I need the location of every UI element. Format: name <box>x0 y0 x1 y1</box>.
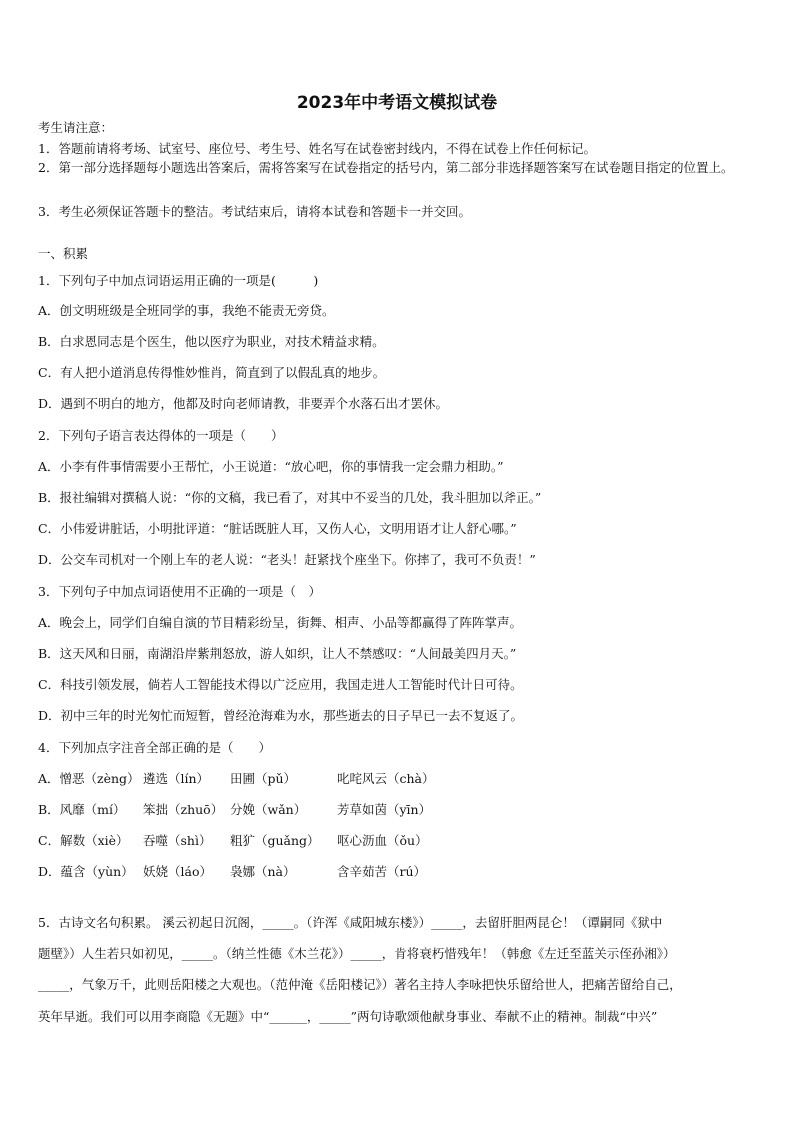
notice-header: 考生请注意： <box>38 120 114 135</box>
question-5-line-3: _____，气象万千，此则岳阳楼之大观也。（范仲淹《岳阳楼记》）著名主持人李咏把快乐留给世人，把痛苦留给自己， <box>38 977 682 992</box>
question-5-line-2: 题壁》）人生若只如初见，_____。（纳兰性德《木兰花》）_____，肯将衰朽惜残年！（韩愈《左迁至蓝关示侄孙湘》） <box>38 946 676 961</box>
q4-a-word1: A．憎恶（zèng） <box>38 771 140 786</box>
q4-c-word4: 呕心沥血（ǒu） <box>337 833 428 848</box>
question-4-row-b <box>38 801 431 819</box>
question-2-option-d: D．公交车司机对一个刚上车的老人说：“老头！赶紧找个座坐下。你摔了，我可不负责！” <box>38 552 536 567</box>
q4-c-word1: C．解数（xiè） <box>38 833 129 848</box>
q4-a-word2: 遴选（lín） <box>143 771 210 786</box>
question-3-option-d: D．初中三年的时光匆忙而短暂，曾经沧海难为水，那些逝去的日子早已一去不复返了。 <box>38 708 524 723</box>
question-5-line-1: 5．古诗文名句积累。 溪云初起日沉阁，_____。（许浑《咸阳城东楼》）_____，去留肝胆两昆仑！（谭嗣同《狱中 <box>38 915 663 930</box>
page-title: 2023年中考语文模拟试卷 <box>296 93 498 113</box>
q4-d-word1: D．蕴含（yùn） <box>38 864 134 879</box>
question-1-option-b: B．白求恩同志是个医生，他以医疗为职业，对技术精益求精。 <box>38 334 385 349</box>
question-2-option-c: C．小伟爱讲脏话，小明批评道：“脏话既脏人耳，又伤人心，文明用语才让人舒心哪。” <box>38 521 517 536</box>
q4-a-word4: 叱咤风云（chà） <box>337 771 435 786</box>
question-1-option-d: D．遇到不明白的地方，他都及时向老师请教，非要弄个水落石出才罢休。 <box>38 396 449 411</box>
question-4-row-d <box>38 863 426 881</box>
q4-c-word2: 吞噬（shì） <box>143 833 212 848</box>
question-3-option-a: A．晚会上，同学们自编自演的节目精彩纷呈，街舞、相声、小品等都赢得了阵阵掌声。 <box>38 615 523 630</box>
q4-d-word2: 妖娆（láo） <box>143 864 212 879</box>
question-3-option-c: C．科技引领发展，倘若人工智能技术得以广泛应用，我国走进人工智能时代计日可待。 <box>38 677 523 692</box>
notice-item-3: 3．考生必须保证答题卡的整洁。考试结束后，请将本试卷和答题卡一并交回。 <box>38 204 471 219</box>
question-1-option-c: C．有人把小道消息传得惟妙惟肖，简直到了以假乱真的地步。 <box>38 365 386 380</box>
q4-b-word4: 芳草如茵（yīn） <box>337 802 432 817</box>
notice-item-1: 1．答题前请将考场、试室号、座位号、考生号、姓名写在试卷密封线内，不得在试卷上作任何标记。 <box>38 141 596 156</box>
section-heading: 一、积累 <box>38 246 89 261</box>
q4-b-word2: 笨拙（zhuō） <box>143 802 224 817</box>
question-2-stem: 2．下列句子语言表达得体的一项是（ ） <box>38 428 284 443</box>
notice-item-2: 2．第一部分选择题每小题选出答案后，需将答案写在试卷指定的括号内，第二部分非选择题答案写在试卷题目指定的位置上。 <box>38 160 734 175</box>
question-4-row-c <box>38 832 428 850</box>
question-4-row-a <box>38 770 435 788</box>
question-4-stem: 4．下列加点字注音全部正确的是（ ） <box>38 740 271 755</box>
question-1-stem: 1．下列句子中加点词语运用正确的一项是( ) <box>38 273 319 288</box>
q4-d-word4: 含辛茹苦（rú） <box>337 864 427 879</box>
question-5-line-4: 英年早逝。我们可以用李商隐《无题》中“______，_____”两句诗歌颂他献身事业、奉献不止的精神。制裁“中兴” <box>38 1009 658 1024</box>
question-3-stem: 3．下列句子中加点词语使用不正确的一项是（ ） <box>38 584 321 599</box>
q4-d-word3: 袅娜（nà） <box>230 864 296 879</box>
q4-a-word3: 田圃（pǔ） <box>230 771 297 786</box>
q4-c-word3: 粗犷（guǎng） <box>230 833 320 848</box>
q4-b-word3: 分娩（wǎn） <box>230 802 307 817</box>
question-3-option-b: B．这天风和日丽，南湖沿岸紫荆怒放，游人如织，让人不禁感叹：“人间最美四月天。” <box>38 646 517 661</box>
question-2-option-b: B．报社编辑对撰稿人说：“你的文稿，我已看了，对其中不妥当的几处，我斗胆加以斧正。” <box>38 490 542 505</box>
question-1-option-a: A．创文明班级是全班同学的事，我绝不能责无旁贷。 <box>38 303 335 318</box>
q4-b-word1: B．风靡（mí） <box>38 802 126 817</box>
question-2-option-a: A．小李有件事情需要小王帮忙，小王说道：“放心吧，你的事情我一定会鼎力相助。” <box>38 459 504 474</box>
